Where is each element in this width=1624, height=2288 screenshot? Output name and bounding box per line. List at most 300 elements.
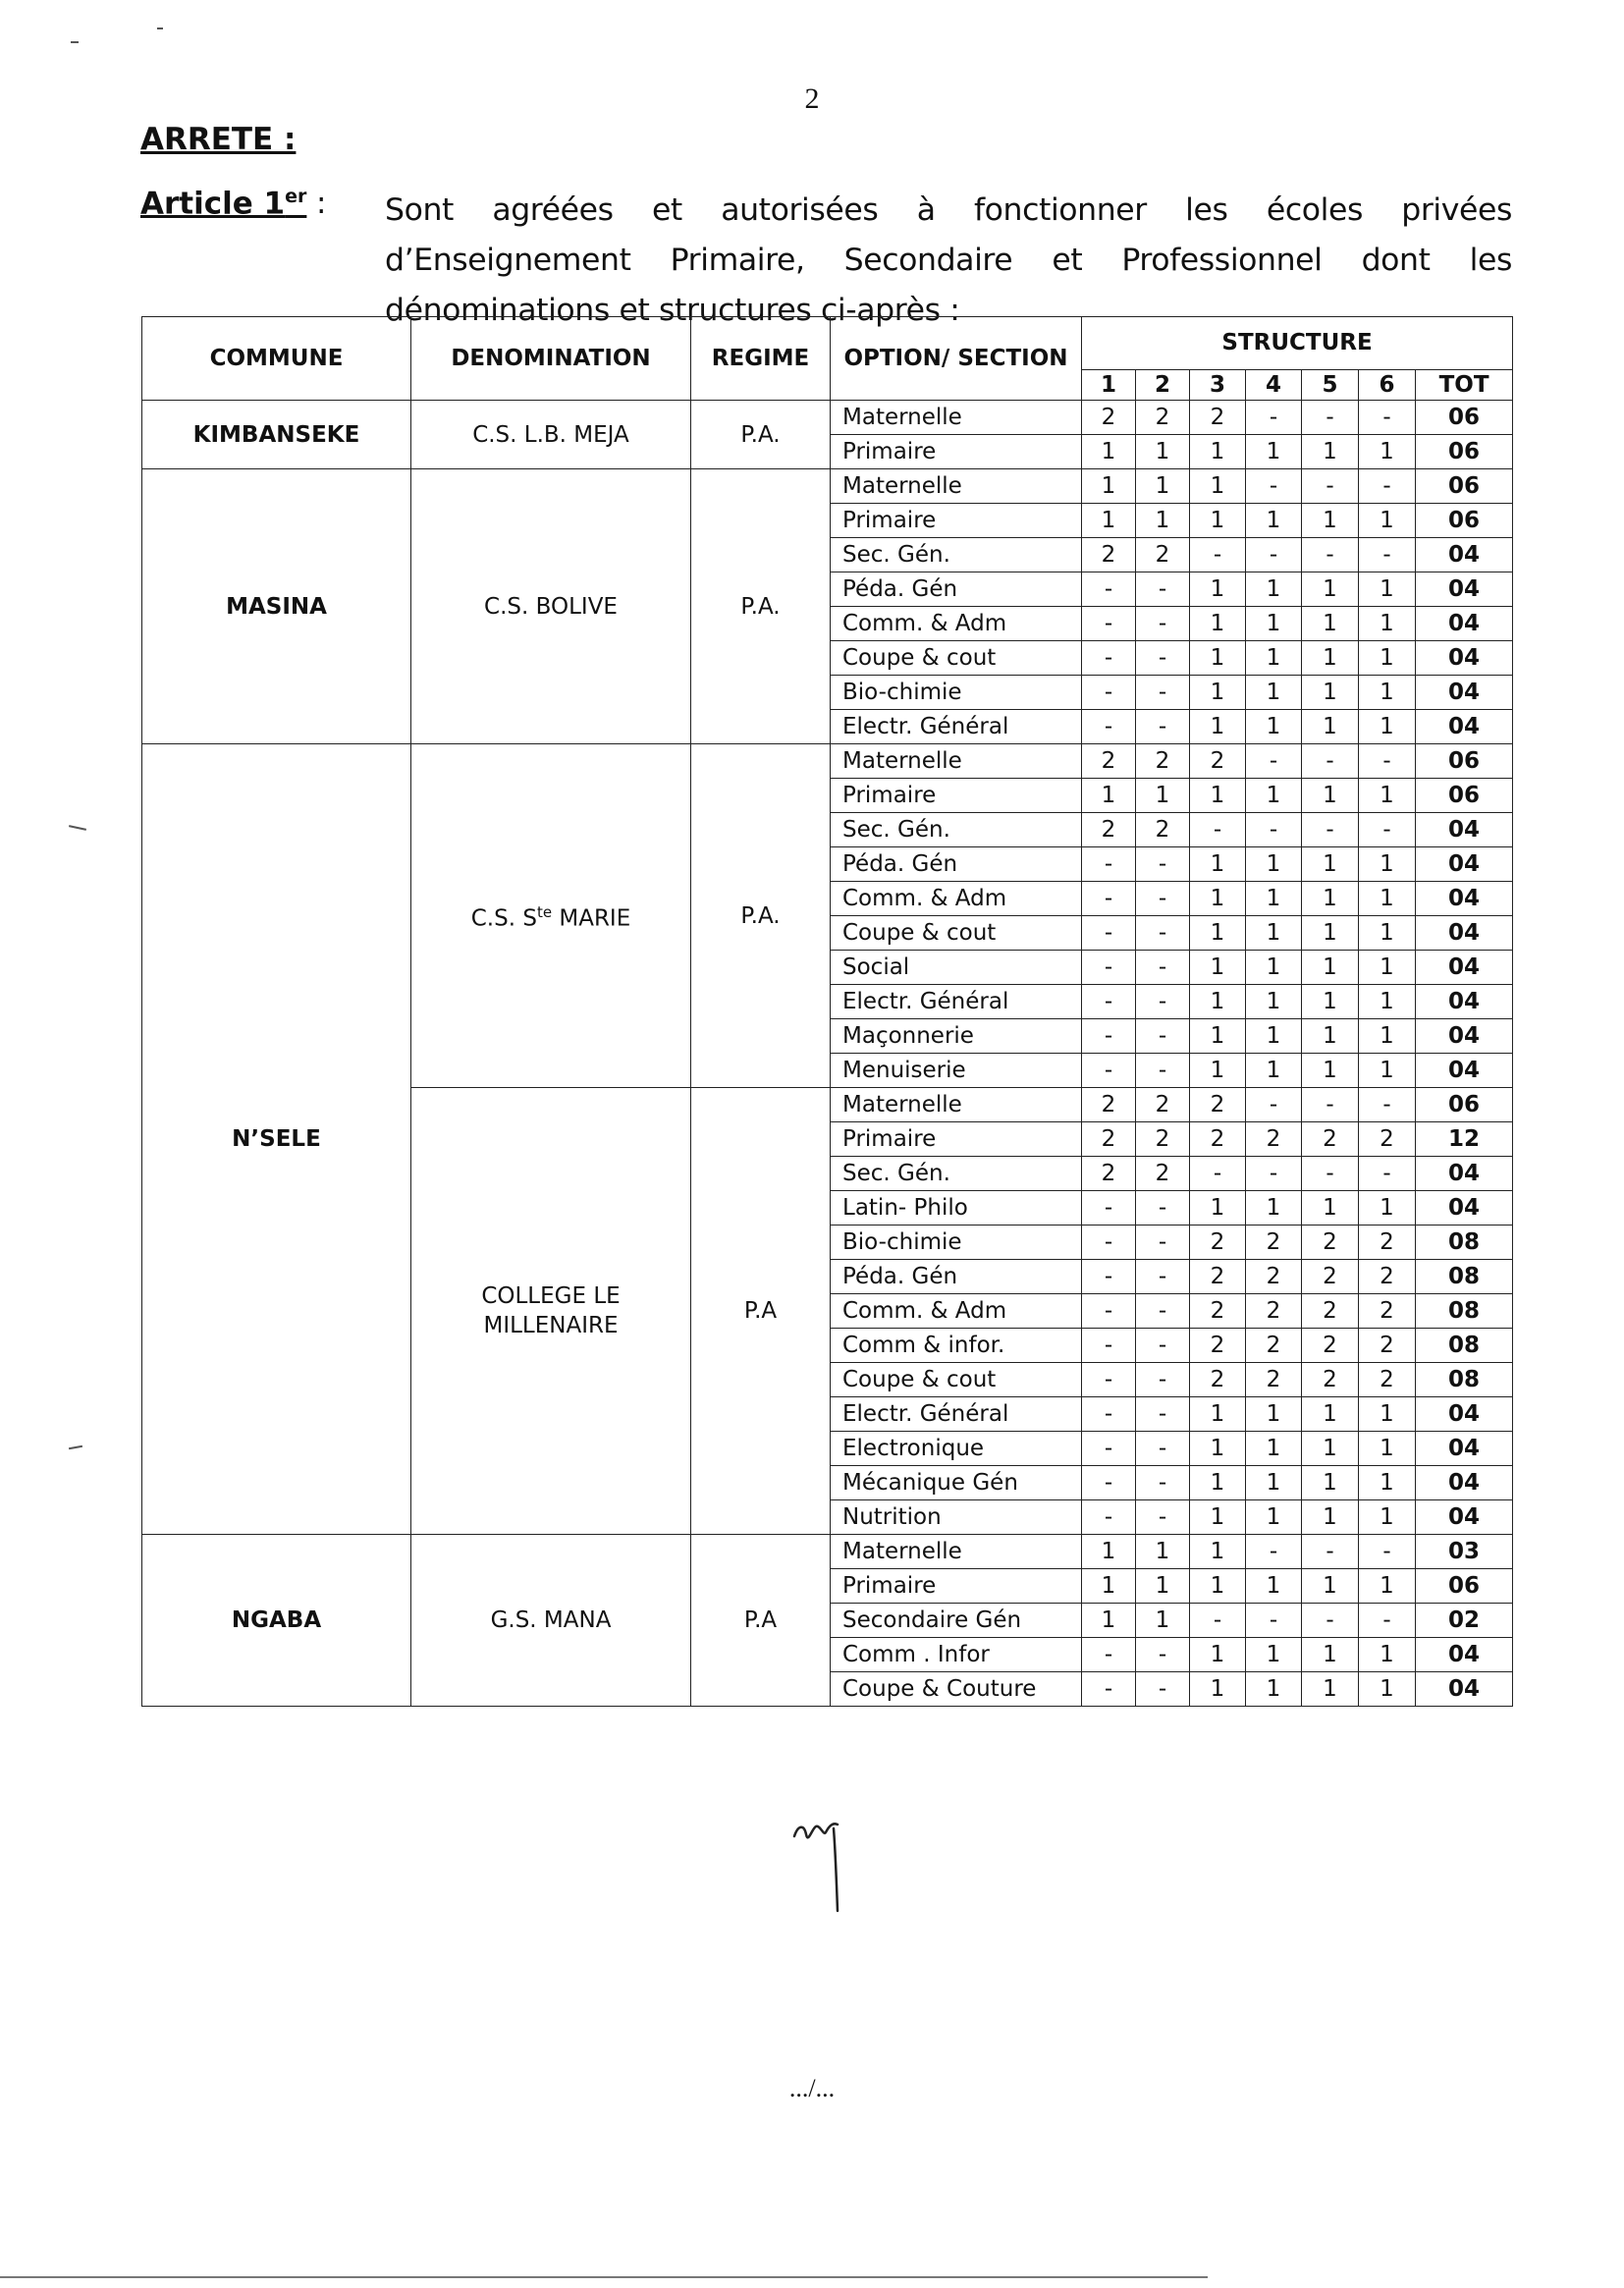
year-cell: 1 xyxy=(1190,607,1246,641)
year-cell: 1 xyxy=(1359,676,1416,710)
year-cell: 1 xyxy=(1136,469,1190,504)
year-cell: - xyxy=(1136,1363,1190,1397)
total-cell: 04 xyxy=(1416,1500,1513,1535)
total-cell: 06 xyxy=(1416,504,1513,538)
year-cell: 2 xyxy=(1082,1157,1136,1191)
year-cell: - xyxy=(1359,1088,1416,1122)
denomination-cell: C.S. $S^{te}$ MARIE xyxy=(411,744,691,1088)
year-cell: 1 xyxy=(1302,1191,1359,1226)
total-cell: 04 xyxy=(1416,538,1513,572)
total-cell: 04 xyxy=(1416,1466,1513,1500)
total-cell: 06 xyxy=(1416,744,1513,779)
year-cell: 1 xyxy=(1359,1466,1416,1500)
year-cell: 1 xyxy=(1359,882,1416,916)
option-cell: Comm. & Adm xyxy=(831,1294,1082,1329)
year-cell: 1 xyxy=(1302,607,1359,641)
year-cell: 1 xyxy=(1302,1466,1359,1500)
year-cell: 2 xyxy=(1190,1226,1246,1260)
year-cell: 2 xyxy=(1302,1294,1359,1329)
year-cell: 1 xyxy=(1190,1500,1246,1535)
continuation-mark: .../... xyxy=(788,2074,836,2102)
year-cell: 1 xyxy=(1359,1054,1416,1088)
year-cell: 1 xyxy=(1302,1500,1359,1535)
year-cell: 1 xyxy=(1246,1569,1302,1604)
year-cell: 1 xyxy=(1190,1672,1246,1707)
year-cell: - xyxy=(1082,1191,1136,1226)
year-cell: 2 xyxy=(1246,1122,1302,1157)
year-cell: - xyxy=(1190,813,1246,847)
option-cell: Latin- Philo xyxy=(831,1191,1082,1226)
option-cell: Primaire xyxy=(831,504,1082,538)
option-cell: Electr. Général xyxy=(831,710,1082,744)
year-cell: 1 xyxy=(1359,504,1416,538)
arrete-heading: ARRETE : xyxy=(140,122,297,157)
year-cell: 2 xyxy=(1246,1329,1302,1363)
year-cell: - xyxy=(1359,744,1416,779)
year-cell: - xyxy=(1136,1294,1190,1329)
year-cell: 1 xyxy=(1246,1019,1302,1054)
year-cell: 1 xyxy=(1246,1672,1302,1707)
year-cell: 1 xyxy=(1302,1397,1359,1432)
year-cell: - xyxy=(1082,710,1136,744)
total-cell: 08 xyxy=(1416,1329,1513,1363)
year-cell: 2 xyxy=(1082,813,1136,847)
year-cell: 1 xyxy=(1190,1019,1246,1054)
year-cell: 1 xyxy=(1302,435,1359,469)
year-cell: 1 xyxy=(1302,1638,1359,1672)
option-cell: Maternelle xyxy=(831,469,1082,504)
year-cell: 1 xyxy=(1246,504,1302,538)
year-cell: - xyxy=(1136,1500,1190,1535)
year-cell: 2 xyxy=(1190,1363,1246,1397)
header-col-3: 3 xyxy=(1190,369,1246,400)
article-text: Sont agréées et autorisées à fonctionner les écoles privées d’Enseignement Primaire, Secondaire et Professionnel dont les dénominations et structures ci-après : xyxy=(385,192,1512,328)
year-cell: - xyxy=(1302,1157,1359,1191)
year-cell: - xyxy=(1136,572,1190,607)
year-cell: 1 xyxy=(1302,951,1359,985)
year-cell: 1 xyxy=(1359,847,1416,882)
year-cell: - xyxy=(1136,916,1190,951)
table-body xyxy=(142,401,1513,1707)
year-cell: - xyxy=(1082,1672,1136,1707)
year-cell: 1 xyxy=(1359,1500,1416,1535)
year-cell: - xyxy=(1246,1157,1302,1191)
year-cell: 1 xyxy=(1302,916,1359,951)
year-cell: 1 xyxy=(1190,1466,1246,1500)
year-cell: 1 xyxy=(1246,1466,1302,1500)
year-cell: 1 xyxy=(1246,951,1302,985)
year-cell: 2 xyxy=(1246,1260,1302,1294)
option-cell: Secondaire Gén xyxy=(831,1604,1082,1638)
option-cell: Sec. Gén. xyxy=(831,538,1082,572)
total-cell: 04 xyxy=(1416,951,1513,985)
option-cell: Electr. Général xyxy=(831,1397,1082,1432)
year-cell: 1 xyxy=(1302,985,1359,1019)
year-cell: 1 xyxy=(1359,985,1416,1019)
year-cell: - xyxy=(1082,1226,1136,1260)
year-cell: 1 xyxy=(1246,779,1302,813)
year-cell: - xyxy=(1136,1432,1190,1466)
year-cell: 2 xyxy=(1190,744,1246,779)
year-cell: - xyxy=(1302,813,1359,847)
year-cell: 1 xyxy=(1302,1672,1359,1707)
year-cell: - xyxy=(1082,1019,1136,1054)
year-cell: 2 xyxy=(1359,1260,1416,1294)
year-cell: 1 xyxy=(1359,1672,1416,1707)
year-cell: 1 xyxy=(1246,847,1302,882)
total-cell: 04 xyxy=(1416,1191,1513,1226)
year-cell: - xyxy=(1302,1535,1359,1569)
year-cell: 1 xyxy=(1190,882,1246,916)
year-cell: 2 xyxy=(1190,1088,1246,1122)
option-cell: Coupe & cout xyxy=(831,641,1082,676)
year-cell: 2 xyxy=(1082,538,1136,572)
year-cell: - xyxy=(1302,744,1359,779)
year-cell: 1 xyxy=(1246,985,1302,1019)
year-cell: 1 xyxy=(1246,1397,1302,1432)
year-cell: - xyxy=(1302,1088,1359,1122)
year-cell: - xyxy=(1136,847,1190,882)
year-cell: 1 xyxy=(1302,847,1359,882)
year-cell: - xyxy=(1359,538,1416,572)
regime-cell: P.A xyxy=(691,1088,831,1535)
total-cell: 04 xyxy=(1416,1432,1513,1466)
year-cell: 1 xyxy=(1190,676,1246,710)
total-cell: 04 xyxy=(1416,1638,1513,1672)
year-cell: 1 xyxy=(1190,916,1246,951)
year-cell: 1 xyxy=(1082,504,1136,538)
option-cell: Social xyxy=(831,951,1082,985)
option-cell: Primaire xyxy=(831,1122,1082,1157)
year-cell: 1 xyxy=(1302,504,1359,538)
year-cell: - xyxy=(1082,1054,1136,1088)
year-cell: 1 xyxy=(1082,779,1136,813)
year-cell: 2 xyxy=(1190,401,1246,435)
total-cell: 04 xyxy=(1416,607,1513,641)
header-option: OPTION/ SECTION xyxy=(831,317,1082,401)
year-cell: 1 xyxy=(1302,710,1359,744)
year-cell: 2 xyxy=(1082,401,1136,435)
year-cell: - xyxy=(1359,1604,1416,1638)
year-cell: - xyxy=(1082,1466,1136,1500)
year-cell: 2 xyxy=(1136,813,1190,847)
year-cell: - xyxy=(1136,607,1190,641)
year-cell: - xyxy=(1246,1088,1302,1122)
year-cell: 1 xyxy=(1302,1569,1359,1604)
option-cell: Menuiserie xyxy=(831,1054,1082,1088)
year-cell: - xyxy=(1082,882,1136,916)
scan-mark xyxy=(157,27,163,29)
denomination-cell: COLLEGE LE MILLENAIRE xyxy=(411,1088,691,1535)
page-number: 2 xyxy=(804,82,820,115)
year-cell: 1 xyxy=(1302,1019,1359,1054)
option-cell: Nutrition xyxy=(831,1500,1082,1535)
year-cell: - xyxy=(1082,1500,1136,1535)
total-cell: 08 xyxy=(1416,1260,1513,1294)
year-cell: 1 xyxy=(1246,1054,1302,1088)
total-cell: 04 xyxy=(1416,813,1513,847)
year-cell: 1 xyxy=(1190,847,1246,882)
option-cell: Electr. Général xyxy=(831,985,1082,1019)
year-cell: - xyxy=(1082,607,1136,641)
option-cell: Primaire xyxy=(831,435,1082,469)
year-cell: 2 xyxy=(1136,401,1190,435)
year-cell: - xyxy=(1082,1294,1136,1329)
year-cell: - xyxy=(1359,1535,1416,1569)
year-cell: 1 xyxy=(1302,1054,1359,1088)
year-cell: 1 xyxy=(1359,1569,1416,1604)
year-cell: 2 xyxy=(1082,744,1136,779)
year-cell: 1 xyxy=(1136,435,1190,469)
year-cell: - xyxy=(1082,1260,1136,1294)
header-col-4: 4 xyxy=(1246,369,1302,400)
total-cell: 04 xyxy=(1416,676,1513,710)
year-cell: 2 xyxy=(1302,1122,1359,1157)
year-cell: - xyxy=(1190,1157,1246,1191)
year-cell: 1 xyxy=(1302,572,1359,607)
year-cell: 2 xyxy=(1302,1260,1359,1294)
total-cell: 03 xyxy=(1416,1535,1513,1569)
year-cell: - xyxy=(1136,1054,1190,1088)
table-row xyxy=(142,744,1513,779)
schools-table xyxy=(141,316,1513,1707)
year-cell: - xyxy=(1246,401,1302,435)
denomination-sup: te xyxy=(536,903,553,922)
year-cell: - xyxy=(1082,847,1136,882)
total-cell: 04 xyxy=(1416,1019,1513,1054)
year-cell: 1 xyxy=(1246,710,1302,744)
header-denomination: DENOMINATION xyxy=(411,317,691,401)
option-cell: Bio-chimie xyxy=(831,1226,1082,1260)
year-cell: - xyxy=(1302,538,1359,572)
year-cell: 1 xyxy=(1190,1569,1246,1604)
year-cell: 2 xyxy=(1082,1122,1136,1157)
year-cell: 1 xyxy=(1190,435,1246,469)
year-cell: 2 xyxy=(1082,1088,1136,1122)
year-cell: - xyxy=(1190,538,1246,572)
year-cell: - xyxy=(1359,813,1416,847)
year-cell: - xyxy=(1136,1638,1190,1672)
year-cell: 1 xyxy=(1359,1191,1416,1226)
year-cell: - xyxy=(1082,1432,1136,1466)
year-cell: 1 xyxy=(1190,504,1246,538)
year-cell: - xyxy=(1136,1226,1190,1260)
year-cell: - xyxy=(1136,1019,1190,1054)
year-cell: 1 xyxy=(1246,1500,1302,1535)
year-cell: - xyxy=(1302,401,1359,435)
scan-mark xyxy=(69,1445,82,1449)
total-cell: 12 xyxy=(1416,1122,1513,1157)
total-cell: 08 xyxy=(1416,1226,1513,1260)
regime-cell: P.A. xyxy=(691,401,831,469)
year-cell: 1 xyxy=(1190,469,1246,504)
year-cell: - xyxy=(1359,1157,1416,1191)
commune-cell: NGABA xyxy=(142,1535,411,1707)
year-cell: 2 xyxy=(1190,1294,1246,1329)
denomination-cell: C.S. L.B. MEJA xyxy=(411,401,691,469)
option-cell: Comm. & Adm xyxy=(831,882,1082,916)
year-cell: 1 xyxy=(1302,779,1359,813)
total-cell: 04 xyxy=(1416,1157,1513,1191)
total-cell: 02 xyxy=(1416,1604,1513,1638)
total-cell: 04 xyxy=(1416,1397,1513,1432)
bottom-rule xyxy=(0,2276,1208,2278)
year-cell: 1 xyxy=(1359,1019,1416,1054)
year-cell: 2 xyxy=(1302,1329,1359,1363)
year-cell: - xyxy=(1136,641,1190,676)
total-cell: 04 xyxy=(1416,916,1513,951)
option-cell: Comm . Infor xyxy=(831,1638,1082,1672)
scan-mark xyxy=(71,41,79,43)
option-cell: Comm & infor. xyxy=(831,1329,1082,1363)
article-label xyxy=(140,186,306,221)
year-cell: - xyxy=(1082,951,1136,985)
total-cell: 04 xyxy=(1416,1672,1513,1707)
year-cell: 2 xyxy=(1359,1363,1416,1397)
total-cell: 04 xyxy=(1416,710,1513,744)
year-cell: - xyxy=(1082,1363,1136,1397)
year-cell: 2 xyxy=(1190,1260,1246,1294)
header-commune: COMMUNE xyxy=(142,317,411,401)
year-cell: 1 xyxy=(1359,951,1416,985)
year-cell: - xyxy=(1359,469,1416,504)
year-cell: 1 xyxy=(1190,1638,1246,1672)
option-cell: Coupe & cout xyxy=(831,916,1082,951)
commune-cell: N’SELE xyxy=(142,744,411,1535)
year-cell: - xyxy=(1136,1466,1190,1500)
year-cell: - xyxy=(1136,985,1190,1019)
year-cell: - xyxy=(1136,882,1190,916)
header-col-1: 1 xyxy=(1082,369,1136,400)
year-cell: - xyxy=(1082,1329,1136,1363)
option-cell: Primaire xyxy=(831,779,1082,813)
year-cell: 1 xyxy=(1190,641,1246,676)
year-cell: - xyxy=(1136,1191,1190,1226)
total-cell: 08 xyxy=(1416,1294,1513,1329)
year-cell: 1 xyxy=(1359,916,1416,951)
year-cell: 1 xyxy=(1136,1604,1190,1638)
option-cell: Péda. Gén xyxy=(831,847,1082,882)
year-cell: - xyxy=(1190,1604,1246,1638)
year-cell: 2 xyxy=(1136,1088,1190,1122)
year-cell: - xyxy=(1082,985,1136,1019)
header-col-5: 5 xyxy=(1302,369,1359,400)
year-cell: 1 xyxy=(1246,435,1302,469)
year-cell: 1 xyxy=(1190,985,1246,1019)
year-cell: 2 xyxy=(1136,1122,1190,1157)
option-cell: Coupe & cout xyxy=(831,1363,1082,1397)
year-cell: 1 xyxy=(1302,1432,1359,1466)
year-cell: - xyxy=(1246,744,1302,779)
total-cell: 06 xyxy=(1416,469,1513,504)
option-cell: Comm. & Adm xyxy=(831,607,1082,641)
year-cell: - xyxy=(1136,951,1190,985)
year-cell: 1 xyxy=(1246,1191,1302,1226)
year-cell: 1 xyxy=(1246,882,1302,916)
year-cell: - xyxy=(1082,676,1136,710)
total-cell: 08 xyxy=(1416,1363,1513,1397)
year-cell: - xyxy=(1246,1535,1302,1569)
total-cell: 06 xyxy=(1416,435,1513,469)
year-cell: 1 xyxy=(1302,641,1359,676)
regime-cell: P.A. xyxy=(691,744,831,1088)
article-colon: : xyxy=(316,186,327,221)
total-cell: 06 xyxy=(1416,401,1513,435)
option-cell: Primaire xyxy=(831,1569,1082,1604)
year-cell: 1 xyxy=(1246,916,1302,951)
year-cell: 1 xyxy=(1190,1191,1246,1226)
total-cell: 04 xyxy=(1416,985,1513,1019)
year-cell: 1 xyxy=(1082,1604,1136,1638)
regime-cell: P.A. xyxy=(691,469,831,744)
year-cell: 1 xyxy=(1190,1397,1246,1432)
year-cell: - xyxy=(1246,1604,1302,1638)
year-cell: 1 xyxy=(1246,572,1302,607)
option-cell: Maternelle xyxy=(831,401,1082,435)
year-cell: 1 xyxy=(1190,779,1246,813)
year-cell: - xyxy=(1246,469,1302,504)
option-cell: Péda. Gén xyxy=(831,572,1082,607)
year-cell: 1 xyxy=(1359,1397,1416,1432)
year-cell: - xyxy=(1082,572,1136,607)
year-cell: 2 xyxy=(1190,1122,1246,1157)
year-cell: 1 xyxy=(1246,607,1302,641)
year-cell: 1 xyxy=(1190,1432,1246,1466)
year-cell: 2 xyxy=(1359,1294,1416,1329)
year-cell: 2 xyxy=(1136,1157,1190,1191)
option-cell: Sec. Gén. xyxy=(831,1157,1082,1191)
option-cell: Electronique xyxy=(831,1432,1082,1466)
option-cell: Sec. Gén. xyxy=(831,813,1082,847)
signature-mark xyxy=(790,1815,849,1913)
commune-cell: MASINA xyxy=(142,469,411,744)
year-cell: 1 xyxy=(1359,607,1416,641)
header-regime: REGIME xyxy=(691,317,831,401)
year-cell: 1 xyxy=(1190,951,1246,985)
year-cell: - xyxy=(1246,813,1302,847)
year-cell: 1 xyxy=(1302,882,1359,916)
year-cell: 1 xyxy=(1359,1638,1416,1672)
year-cell: 1 xyxy=(1359,435,1416,469)
table-row xyxy=(142,469,1513,504)
year-cell: 2 xyxy=(1136,538,1190,572)
year-cell: 1 xyxy=(1246,1638,1302,1672)
option-cell: Mécanique Gén xyxy=(831,1466,1082,1500)
year-cell: 2 xyxy=(1302,1226,1359,1260)
year-cell: 2 xyxy=(1359,1329,1416,1363)
year-cell: 2 xyxy=(1246,1294,1302,1329)
article-label-text: Article 1 xyxy=(140,186,286,222)
year-cell: 2 xyxy=(1246,1363,1302,1397)
year-cell: 1 xyxy=(1082,1535,1136,1569)
year-cell: 1 xyxy=(1136,779,1190,813)
total-cell: 04 xyxy=(1416,847,1513,882)
regime-cell: P.A xyxy=(691,1535,831,1707)
year-cell: 1 xyxy=(1190,572,1246,607)
year-cell: - xyxy=(1082,1638,1136,1672)
total-cell: 06 xyxy=(1416,1569,1513,1604)
denomination-cell: G.S. MANA xyxy=(411,1535,691,1707)
header-col-6: 6 xyxy=(1359,369,1416,400)
year-cell: - xyxy=(1246,538,1302,572)
header-structure: STRUCTURE xyxy=(1082,317,1513,370)
year-cell: 1 xyxy=(1136,504,1190,538)
commune-cell: KIMBANSEKE xyxy=(142,401,411,469)
option-cell: Péda. Gén xyxy=(831,1260,1082,1294)
total-cell: 04 xyxy=(1416,1054,1513,1088)
year-cell: 2 xyxy=(1190,1329,1246,1363)
year-cell: - xyxy=(1136,676,1190,710)
